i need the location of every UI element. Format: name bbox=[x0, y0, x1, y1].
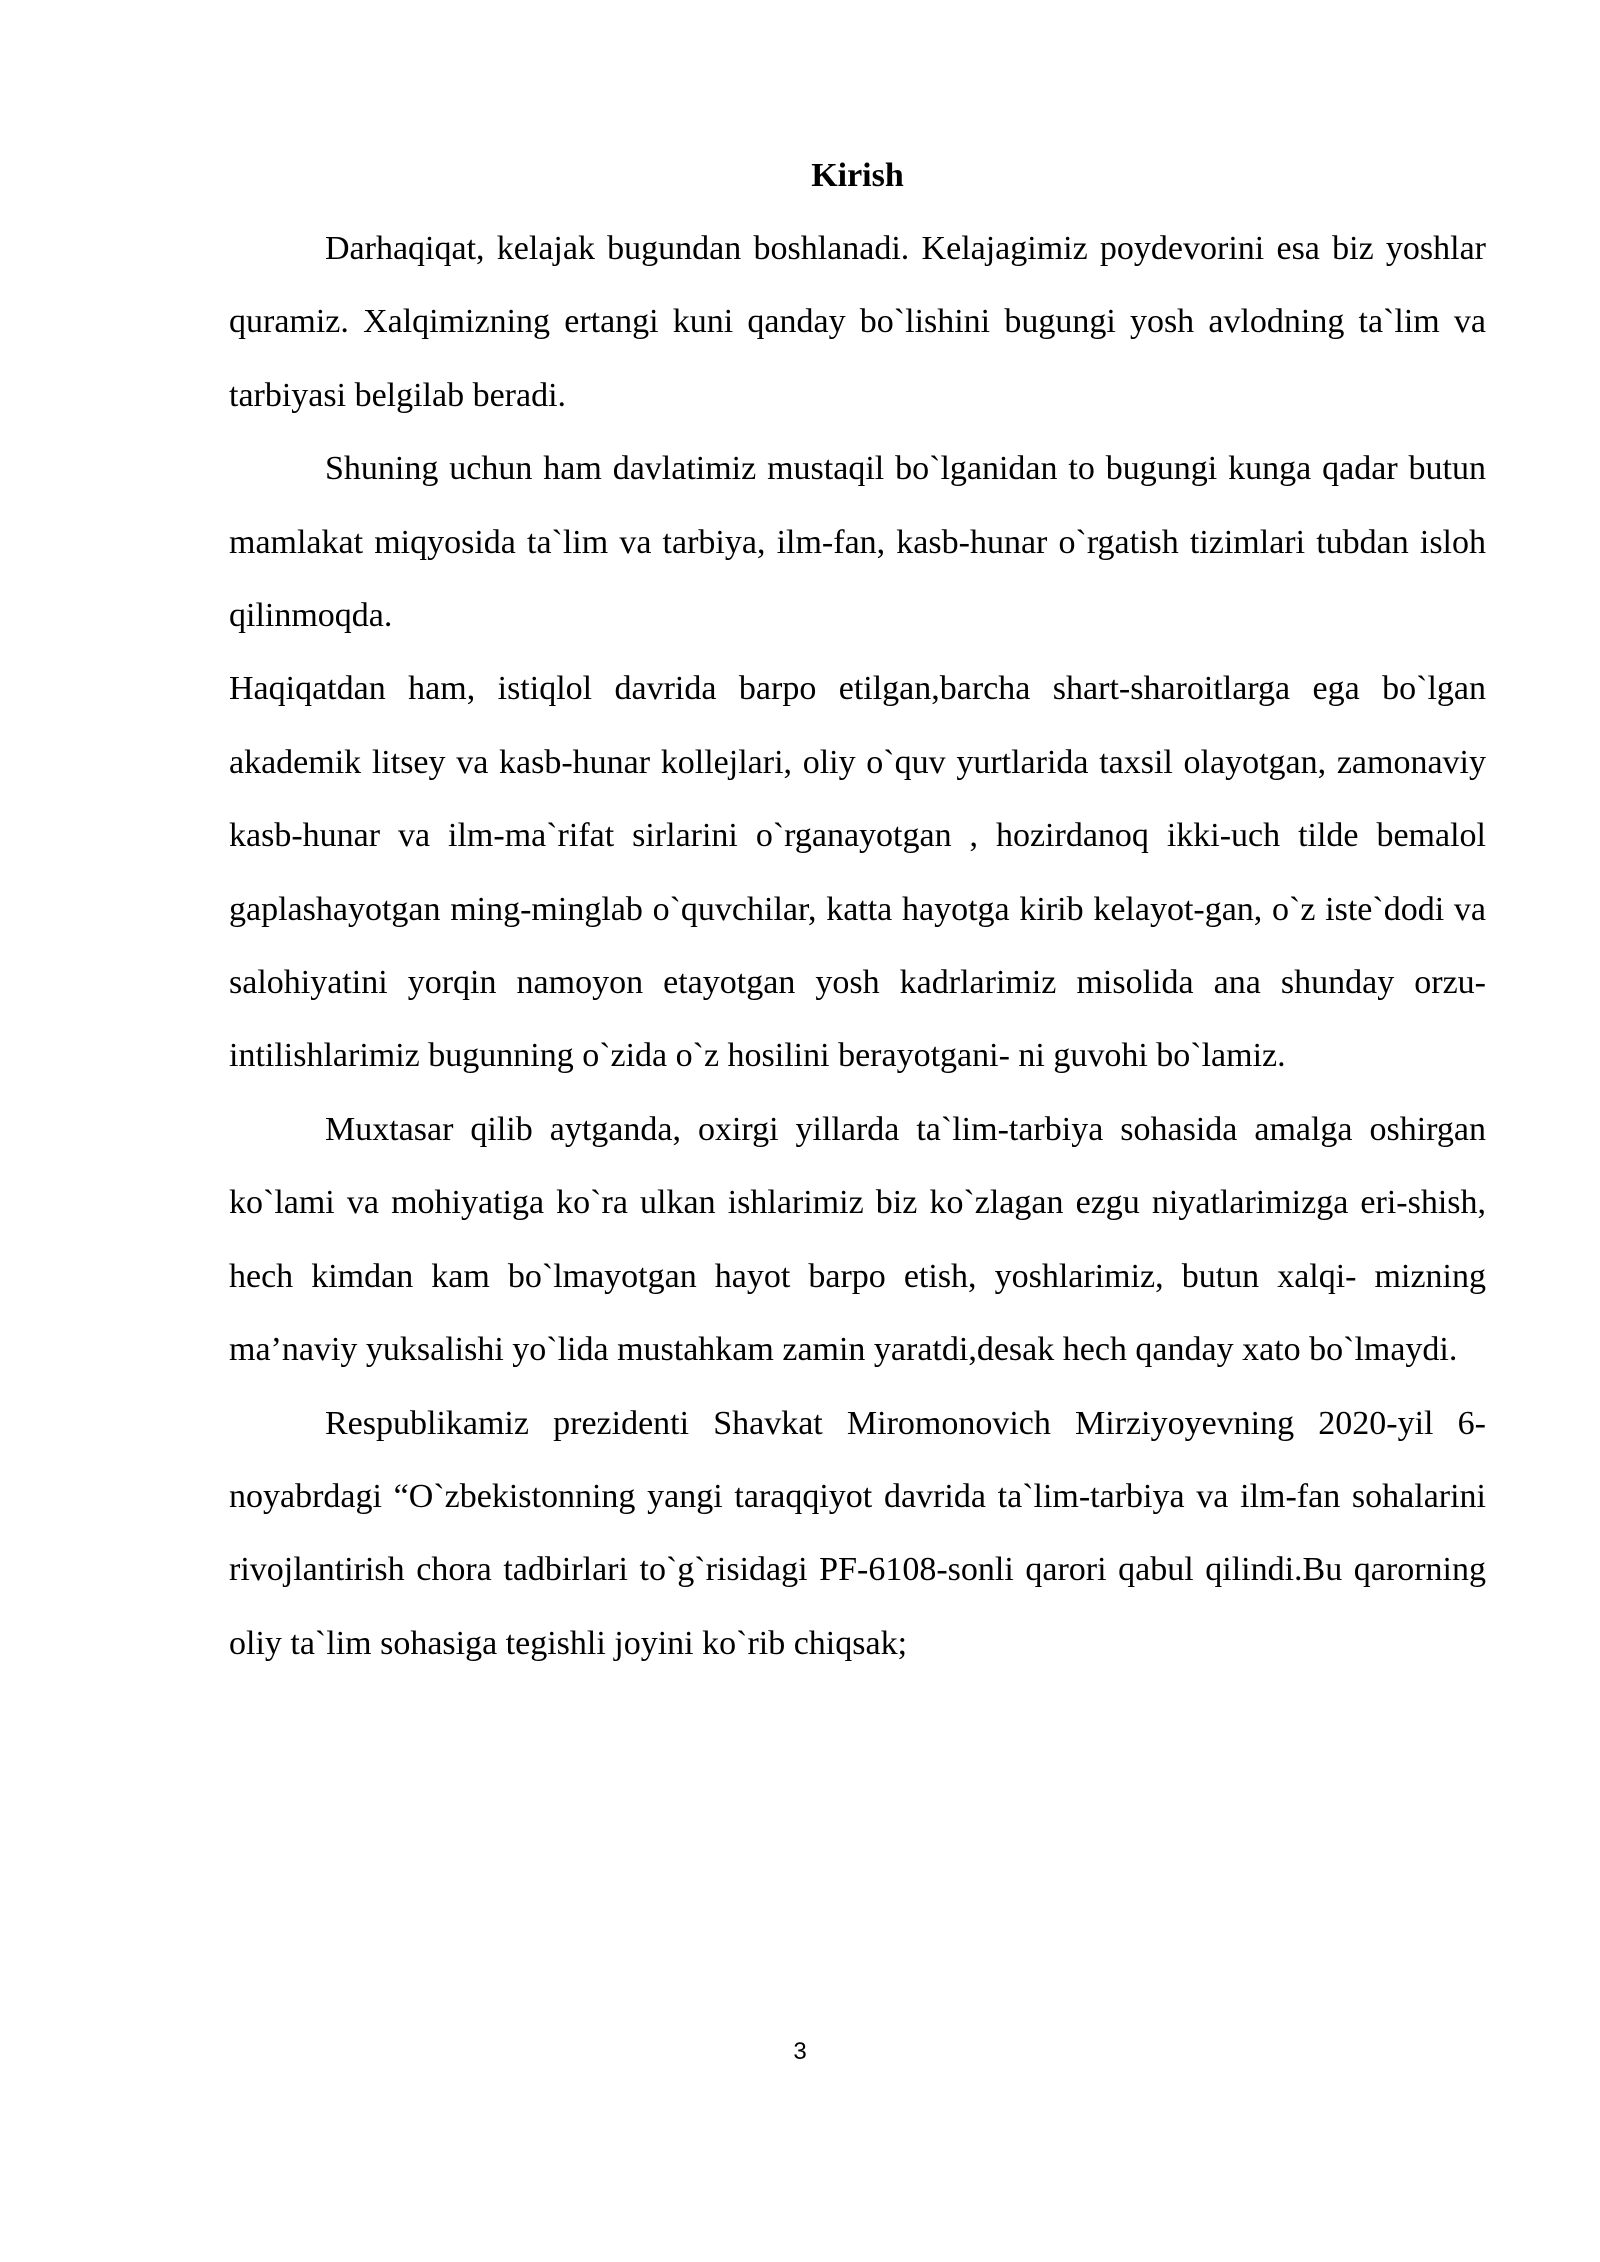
paragraph-decree: Respublikamiz prezidenti Shavkat Miromonovich Mirziyoyevning 2020-yil 6-noyabrdagi “O`zbekistonning yangi taraqqiyot davrida ta`lim-tarbiya va ilm-fan sohalarini rivojlantirish chora tadbirlari to`g`risidagi PF-6108-sonli qarori qabul qilindi.Bu qarorning oliy ta`lim sohasiga tegishli joyini ko`rib chiqsak; bbox=[229, 1404, 1486, 1662]
paragraph-reforms: Shuning uchun ham davlatimiz mustaqil bo`lganidan to bugungi kunga qadar butun mamlakat miqyosida ta`lim va tarbiya, ilm-fan, kasb-hunar o`rgatish tizimlari tubdan isloh qilinmoqda. bbox=[229, 450, 1486, 635]
paragraph-intro: Darhaqiqat, kelajak bugundan boshlanadi. Kelajagimiz poydevorini esa biz yoshlar quramiz. Xalqimizning ertangi kuni qanday bo`lishini bugungi yosh avlodning ta`lim va tarbiyasi belgilab beradi. bbox=[229, 230, 1486, 414]
page-title: Kirish bbox=[811, 157, 904, 194]
paragraph-independence: Haqiqatdan ham, istiqlol davrida barpo etilgan,barcha shart-sharoitlarga ega bo`lgan akademik litsey va kasb-hunar kollejlari, oliy o`quv yurtlarida taxsil olayotgan, zamonaviy kasb-hunar va ilm-ma`rifat sirlarini o`rganayotgan , hozirdanoq ikki-uch tilde bemalol gaplashayotgan ming-minglab o`quvchilar, katta hayotga kirib kelayot-gan, o`z iste`dodi va salohiyatini yorqin namoyon etayotgan yosh kadrlarimiz misolida ana shunday orzu-intilishlarimiz bugunning o`zida o`z hosilini berayotgani- ni guvohi bo`lamiz. bbox=[229, 670, 1486, 1075]
page-number: 3 bbox=[793, 2038, 807, 2065]
body-text bbox=[229, 212, 1486, 1680]
paragraph-summary: Muxtasar qilib aytganda, oxirgi yillarda ta`lim-tarbiya sohasida amalga oshirgan ko`lami va mohiyatiga ko`ra ulkan ishlarimiz biz ko`zlagan ezgu niyatlarimizga eri-shish, hech kimdan kam bo`lmayotgan hayot barpo etish, yoshlarimiz, butun xalqi- mizning ma’naviy yuksalishi yo`lida mustahkam zamin yaratdi,desak hech qanday xato bo`lmaydi. bbox=[229, 1110, 1486, 1369]
